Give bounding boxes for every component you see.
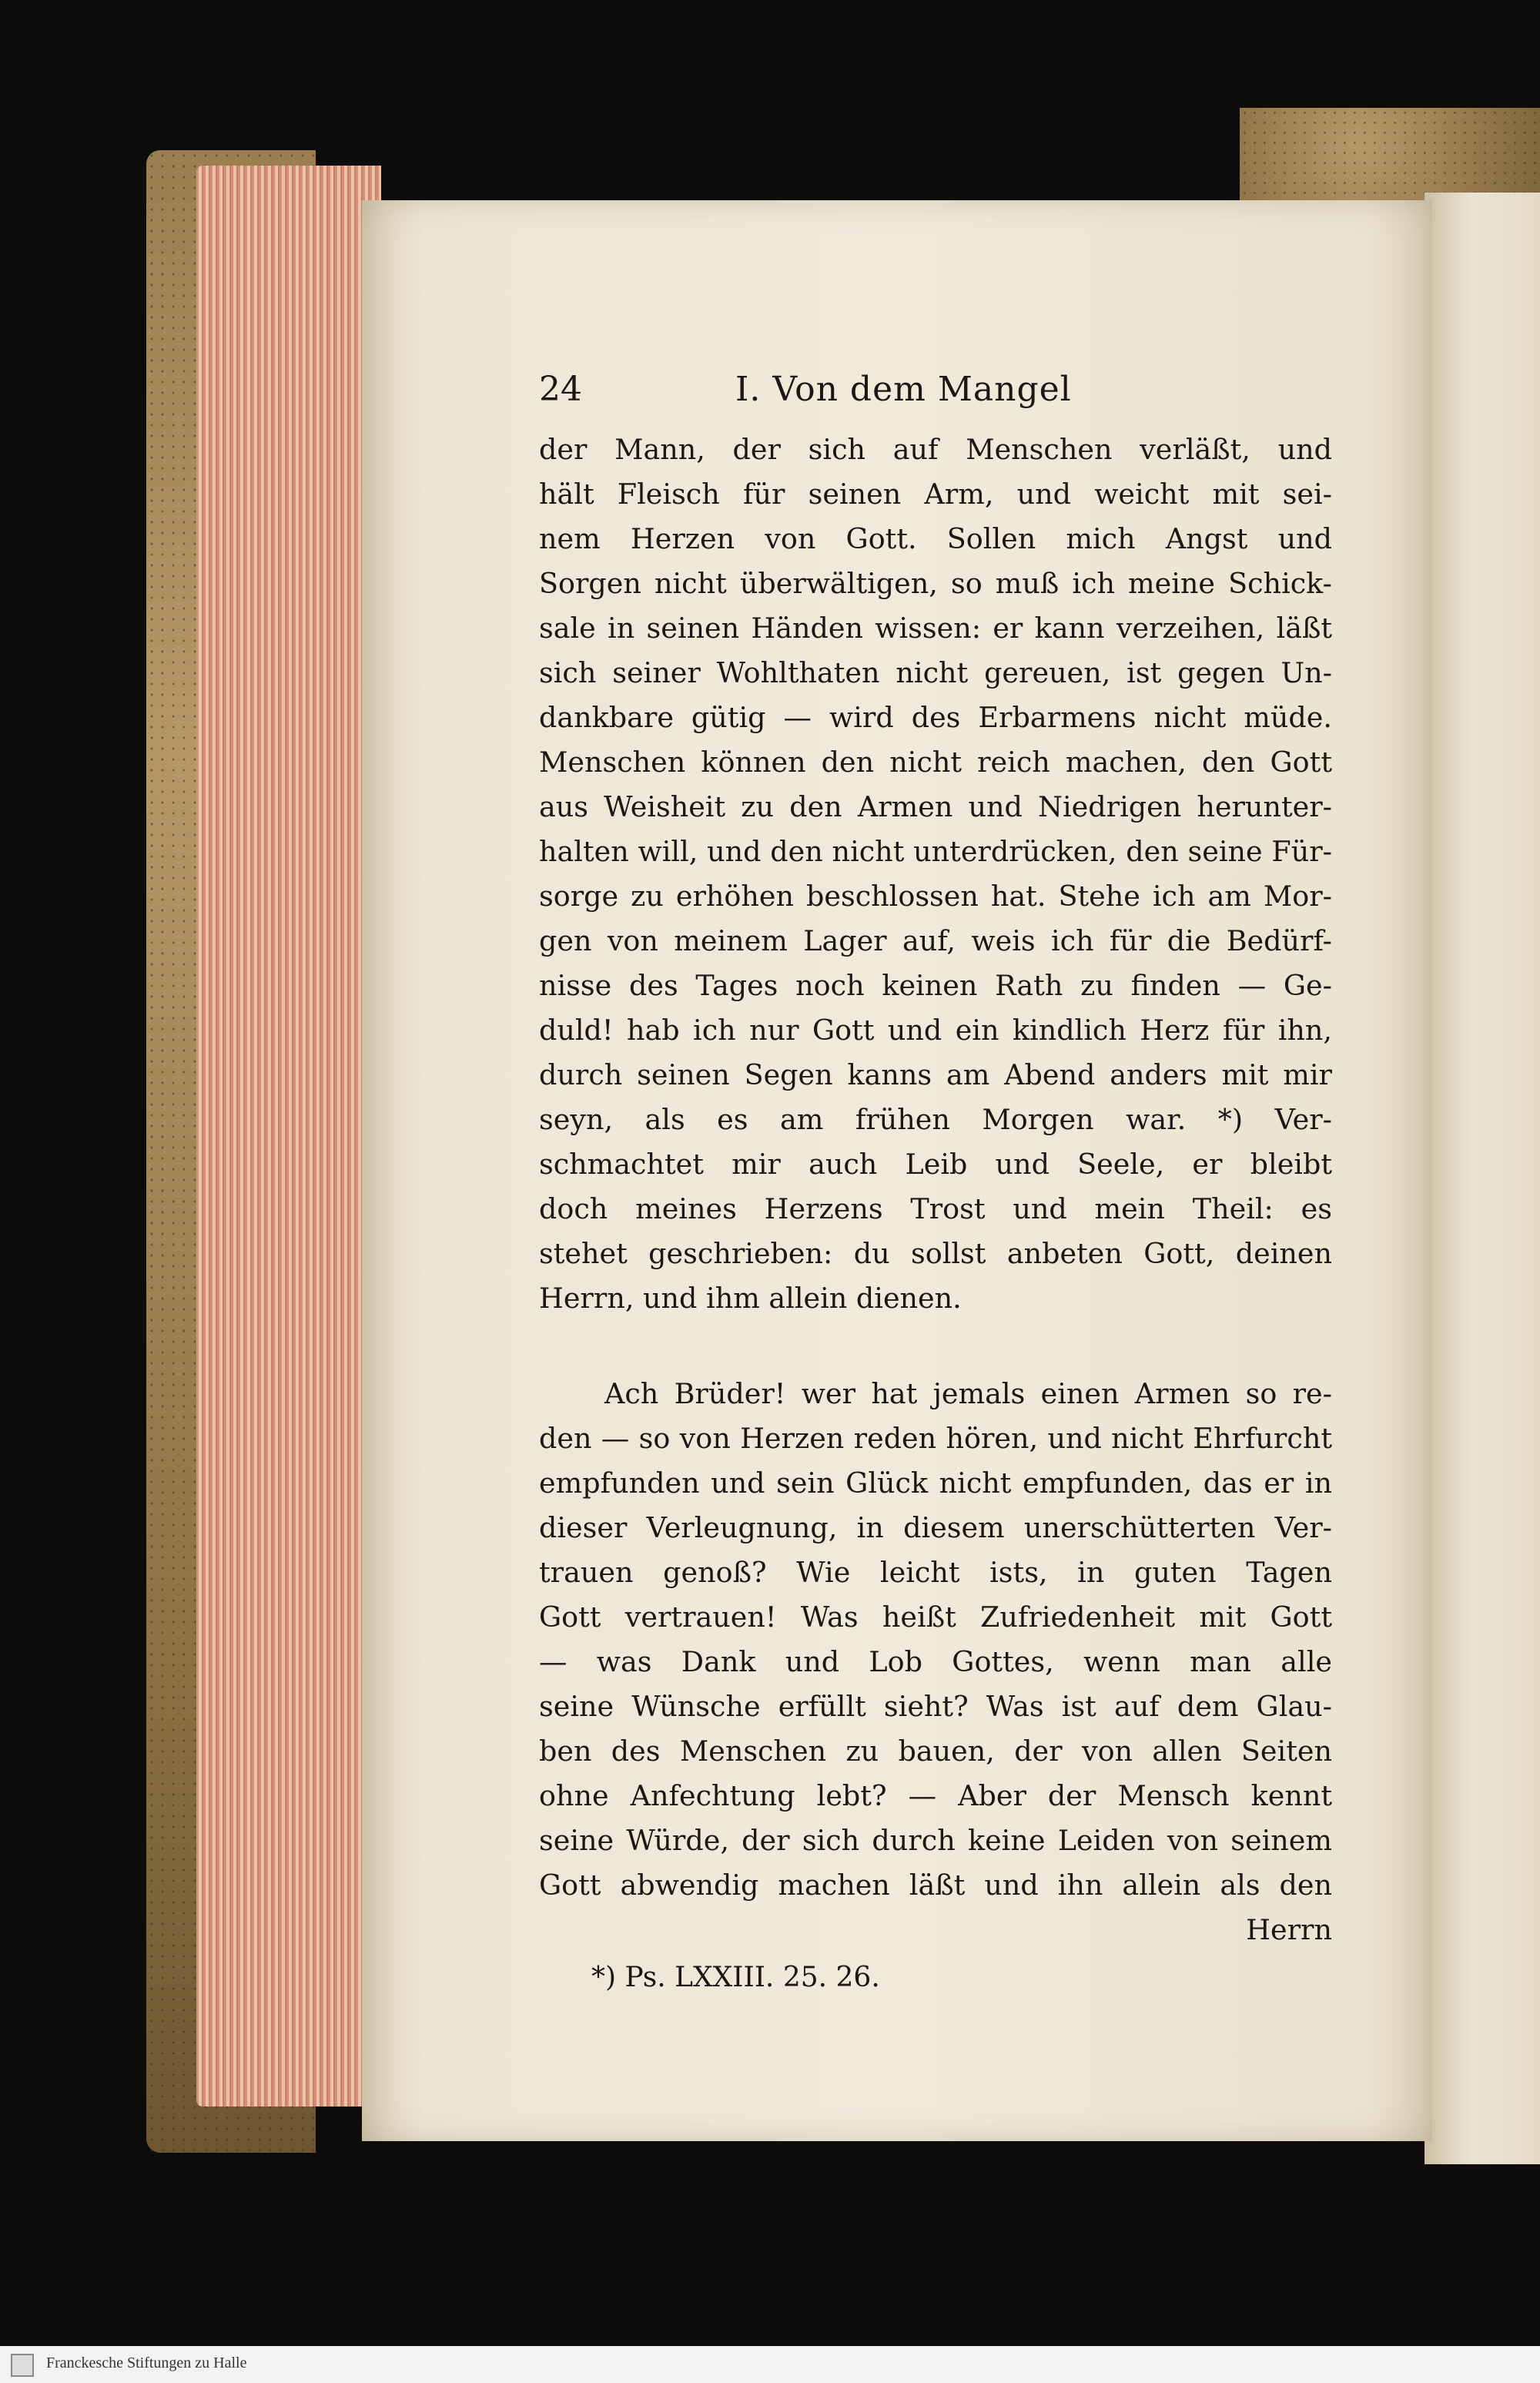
text-line: ohne Anfechtung lebt? — Aber der Mensch kennt bbox=[539, 1779, 1332, 1812]
paragraph-spacer bbox=[539, 1321, 1332, 1372]
text-line: — was Dank und Lob Gottes, wenn man alle bbox=[539, 1645, 1332, 1678]
page-header bbox=[539, 354, 1332, 427]
facing-page-edge bbox=[1424, 193, 1540, 2164]
text-line: nisse des Tages noch keinen Rath zu finden — Ge- bbox=[539, 969, 1332, 1002]
text-line: trauen genoß? Wie leicht ists, in guten Tagen bbox=[539, 1556, 1332, 1589]
text-line: sich seiner Wohlthaten nicht gereuen, ist gegen Un- bbox=[539, 656, 1332, 689]
text-line: Herrn, und ihm allein dienen. bbox=[539, 1282, 962, 1315]
text-line: schmachtet mir auch Leib und Seele, er bleibt bbox=[539, 1148, 1332, 1181]
footer-bar bbox=[0, 2346, 1540, 2383]
text-line: seine Würde, der sich durch keine Leiden von seinem bbox=[539, 1824, 1332, 1857]
text-line: dieser Verleugnung, in diesem unerschütterten Ver- bbox=[539, 1511, 1332, 1544]
paragraph-2 bbox=[539, 1372, 1332, 1952]
text-line: ben des Menschen zu bauen, der von allen Seiten bbox=[539, 1734, 1332, 1768]
book-cover-top-right bbox=[1240, 108, 1540, 200]
paragraph-1 bbox=[539, 427, 1332, 1321]
text-line: seyn, als es am frühen Morgen war. *) Ver- bbox=[539, 1103, 1332, 1136]
text-line: gen von meinem Lager auf, weis ich für die Bedürf- bbox=[539, 924, 1332, 957]
running-head: I. Von dem Mangel bbox=[735, 370, 1072, 409]
text-line: seine Wünsche erfüllt sieht? Was ist auf dem Glau- bbox=[539, 1690, 1332, 1723]
text-line: sorge zu erhöhen beschlossen hat. Stehe ich am Mor- bbox=[539, 880, 1332, 913]
text-line: Gott abwendig machen läßt und ihn allein als den bbox=[539, 1869, 1332, 1902]
text-line: duld! hab ich nur Gott und ein kindlich Herz für ihn, bbox=[539, 1014, 1332, 1047]
text-line: sale in seinen Händen wissen: er kann verzeihen, läßt bbox=[539, 612, 1332, 645]
catchword: Herrn bbox=[1246, 1913, 1332, 1946]
text-line: dankbare gütig — wird des Erbarmens nicht müde. bbox=[539, 701, 1332, 734]
text-line: den — so von Herzen reden hören, und nicht Ehrfurcht bbox=[539, 1422, 1332, 1455]
text-line: stehet geschrieben: du sollst anbeten Gott, deinen bbox=[539, 1237, 1332, 1270]
text-line: Menschen können den nicht reich machen, den Gott bbox=[539, 746, 1332, 779]
text-line: doch meines Herzens Trost und mein Theil: es bbox=[539, 1192, 1332, 1225]
institution-logo-icon bbox=[11, 2354, 34, 2377]
text-line: hält Fleisch für seinen Arm, und weicht mit sei- bbox=[539, 478, 1332, 511]
text-line: aus Weisheit zu den Armen und Niedrigen herunter- bbox=[539, 790, 1332, 823]
text-line: Gott vertrauen! Was heißt Zufriedenheit mit Gott bbox=[539, 1600, 1332, 1634]
text-line: durch seinen Segen kanns am Abend anders mit mir bbox=[539, 1058, 1332, 1091]
text-line: Sorgen nicht überwältigen, so muß ich meine Schick- bbox=[539, 567, 1332, 600]
text-line: Ach Brüder! wer hat jemals einen Armen so re- bbox=[604, 1377, 1332, 1410]
page-edges bbox=[196, 166, 381, 2106]
text-line: nem Herzen von Gott. Sollen mich Angst und bbox=[539, 522, 1332, 555]
institution-name: Franckesche Stiftungen zu Halle bbox=[46, 2355, 247, 2371]
page-text-block bbox=[539, 354, 1332, 2000]
footnote: *) Ps. LXXIII. 25. 26. bbox=[591, 1962, 880, 1993]
text-line: halten will, und den nicht unterdrücken, den seine Für- bbox=[539, 835, 1332, 868]
page-number: 24 bbox=[539, 370, 582, 409]
text-line: der Mann, der sich auf Menschen verläßt, und bbox=[539, 433, 1332, 466]
text-line: empfunden und sein Glück nicht empfunden, das er in bbox=[539, 1466, 1332, 1500]
